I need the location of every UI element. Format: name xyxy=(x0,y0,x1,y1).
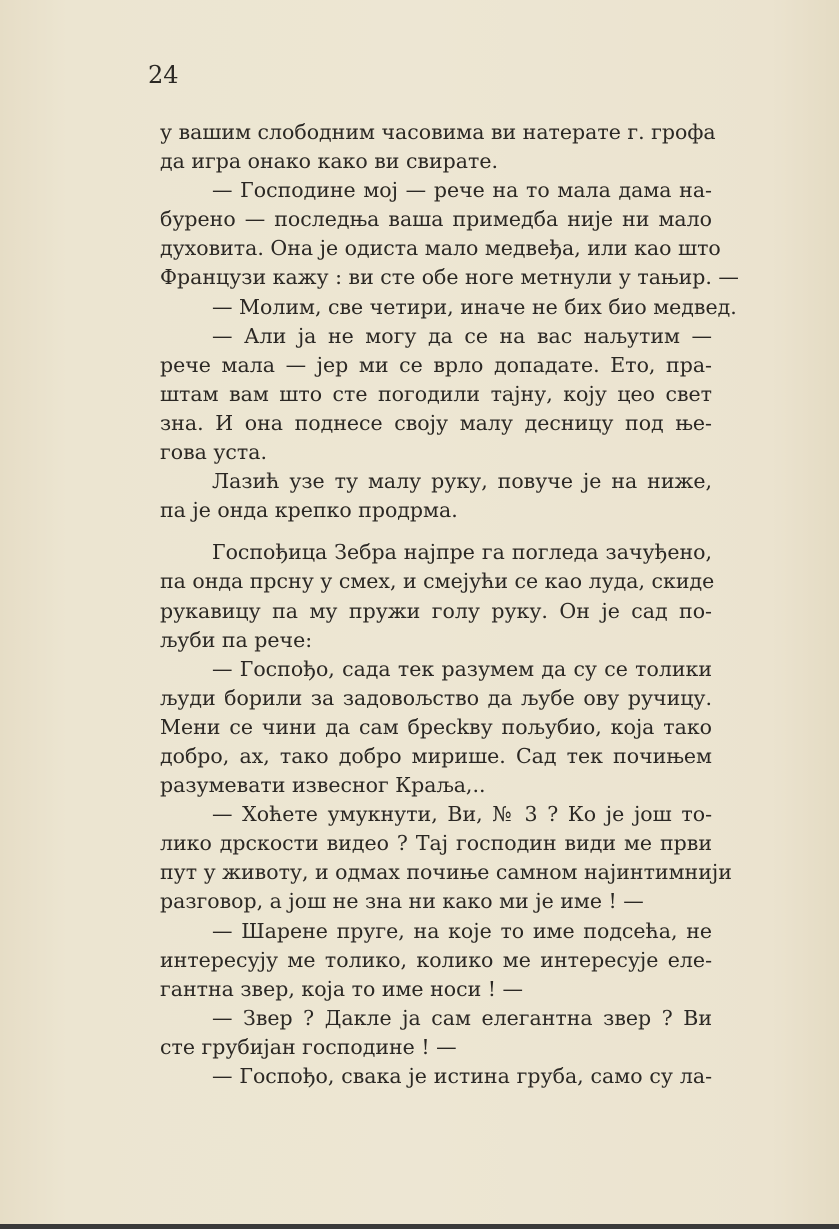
text-line: гова уста. xyxy=(160,440,267,465)
text-line: да игра онако како ви свирате. xyxy=(160,149,498,174)
text-line: штам вам што сте погодили тајну, коју цео свет xyxy=(160,381,712,406)
text-line: разговор, а још не зна ни како ми је име ! — xyxy=(160,889,644,914)
text-line: разумевати извесног Краља,.. xyxy=(160,773,486,798)
text-line: љуби па рече: xyxy=(160,627,313,652)
text-line: пут у животу, и одмах почиње самном најинтимнији xyxy=(160,860,732,885)
text-line: рукавицу па му пружи голу руку. Он је сад по- xyxy=(160,598,712,623)
text-line: људи борили за задовољство да љубе ову ручицу. xyxy=(160,685,712,710)
paragraph-gap xyxy=(160,525,712,538)
text-line: бурено — последња ваша примедба није ни мало xyxy=(160,207,712,232)
text-line: Мени се чини да сам бресkву пољубио, која тако xyxy=(160,714,712,739)
text-line: Госпођица Зебра најпре га погледа зачуђено, xyxy=(212,540,712,565)
text-line: — Али ја не могу да се на вас наљутим — xyxy=(212,323,712,348)
text-line: — Госпођо, сада тек разумем да су се толики xyxy=(212,656,712,681)
text-line: у вашим слободним часовима ви натерате г. грофа xyxy=(160,120,716,144)
text-line: зна. И она поднесе своју малу десницу под ње- xyxy=(160,410,712,435)
text-line: добро, ах, тако добро мирише. Сад тек почињем xyxy=(160,743,712,768)
text-line: гантна звер, која то име носи ! — xyxy=(160,976,524,1001)
text-line: интересују ме толико, колико ме интересује еле- xyxy=(160,947,712,972)
scan-edge xyxy=(0,1224,839,1229)
text-line: рече мала — јер ми се врло допадате. Ето, пра- xyxy=(160,352,712,377)
text-line: — Господине мој — рече на то мала дама на- xyxy=(212,178,712,203)
text-line: — Шарене пруге, на које то име подсећа, не xyxy=(212,918,712,943)
page-number: 24 xyxy=(148,61,179,89)
text-line: — Хоћете умукнути, Ви, № 3 ? Ко је још то- xyxy=(212,802,712,827)
body-text xyxy=(160,118,739,1091)
text-line: лико дрскости видео ? Тај господин види ме први xyxy=(160,831,712,856)
text-line: сте грубијан господине ! — xyxy=(160,1034,457,1059)
text-line: па је онда крепко продрма. xyxy=(160,498,458,523)
text-line: — Молим, све четири, иначе не бих био медвед. xyxy=(212,294,737,319)
text-line: Лазић узе ту малу руку, повуче је на ниже, xyxy=(212,469,712,494)
text-line: па онда прсну у смех, и смејући се као луда, скиде xyxy=(160,569,715,594)
text-line: — Звер ? Дакле ја сам елегантна звер ? Ви xyxy=(212,1005,712,1030)
text-line: Французи кажу : ви сте обе ноге метнули у тањир. — xyxy=(160,265,739,290)
text-line: — Госпођо, свака је истина груба, само су ла- xyxy=(212,1064,712,1088)
text-line: духовита. Она је одиста мало медвеђа, или као што xyxy=(160,236,721,261)
